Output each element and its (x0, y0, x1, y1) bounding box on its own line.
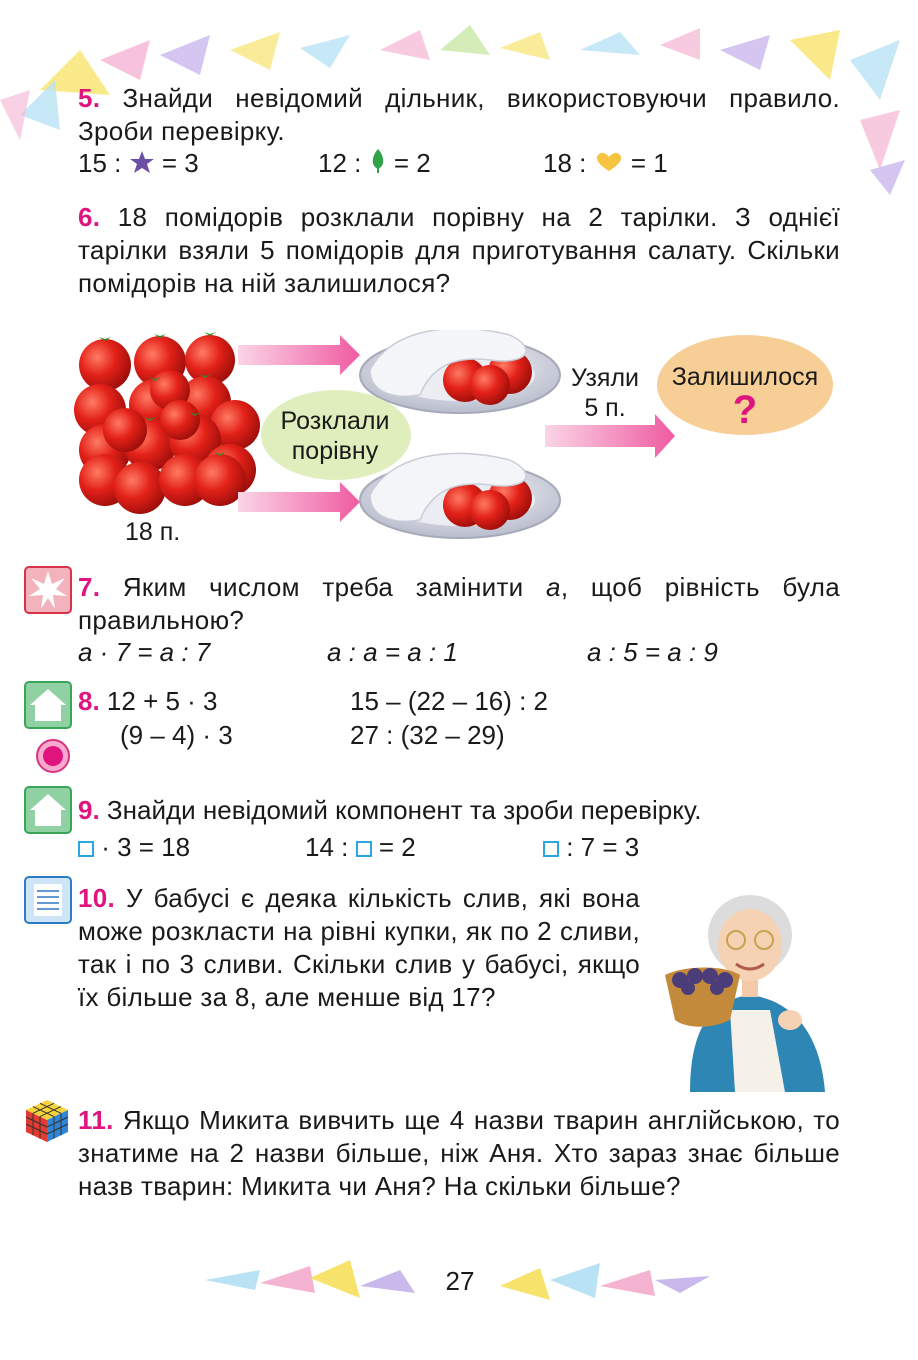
taken-label-line1: Узяли (570, 364, 640, 392)
ex8-expr2: 15 – (22 – 16) : 2 (350, 686, 549, 716)
ex5-eq1-right: = 3 (161, 148, 199, 178)
ex7-var: a (546, 572, 561, 602)
star-icon (129, 150, 155, 174)
ex5-eq1-left: 15 : (78, 148, 122, 178)
ex7-text-block (78, 571, 840, 637)
ex9-eq3 (543, 832, 639, 863)
ex7-eq1: a · 7 = a : 7 (78, 637, 211, 667)
rubik-cube-icon (24, 1098, 70, 1144)
ex10-number: 10. (78, 883, 116, 913)
ex9-text: Знайди невідомий компонент та зроби перевірку. (106, 795, 702, 825)
split-label (265, 406, 405, 466)
ex7-number: 7. (78, 572, 101, 602)
plate-top (360, 330, 560, 413)
ex5-equation-1 (78, 148, 199, 179)
ex8-number: 8. (78, 686, 100, 716)
split-label-line1: Розклали (280, 407, 390, 435)
ex5-eq2-right: = 2 (393, 148, 431, 178)
taken-label-line2: 5 п. (584, 394, 626, 422)
taken-label (560, 363, 650, 423)
ex11-text: Якщо Микита вивчить ще 4 назви тварин англійською, то знатиме на 2 назви більше, ніж Аня. Хто зараз знає більше назв тварин: Микита чи Аня? На скільки більше? (78, 1105, 840, 1201)
ex5-text: Знайди невідомий дільник, використовуючи правило. Зроби перевірку. (78, 83, 841, 146)
ex8-expr3: (9 – 4) · 3 (120, 720, 233, 750)
home-icon (24, 681, 72, 729)
ex10-text-block (78, 882, 640, 1014)
ex11-text-block (78, 1104, 840, 1203)
ex11-number: 11. (78, 1105, 114, 1135)
total-label: 18 п. (125, 518, 181, 546)
ex6-number: 6. (78, 202, 101, 232)
ex5-equation-2 (318, 148, 431, 179)
ex9-eq2-left: 14 : (305, 832, 349, 862)
ex10-text: У бабусі є деяка кількість слив, які вона може розкласти на рівні купки, як по 2 сливи, так і по 3 сливи. Скільки слив у бабусі, якщо їх більше за 8, але менше від 17? (78, 883, 640, 1012)
ex8-line1 (78, 686, 218, 717)
grandma-illustration (660, 880, 840, 1092)
ex9-number: 9. (78, 795, 100, 825)
ex7-text-before: Яким числом треба замінити (122, 572, 524, 602)
split-label-line2: порівну (291, 437, 379, 465)
ex5-equation-3 (543, 148, 668, 179)
ex5-number: 5. (78, 83, 101, 113)
ex5-eq3-left: 18 : (543, 148, 587, 178)
challenge-icon (24, 566, 72, 614)
question-mark: ? (732, 388, 758, 432)
ex9-eq1 (78, 832, 190, 863)
ex7-eq2: a : a = a : 1 (327, 637, 458, 667)
left-label: Залишилося (671, 363, 819, 391)
ex9-eq1-text: · 3 = 18 (101, 832, 191, 862)
leaf-icon (369, 148, 387, 174)
ex5-eq2-left: 12 : (318, 148, 362, 178)
ex9-eq2-right: = 2 (378, 832, 416, 862)
arrow-bottom (238, 482, 360, 522)
home-icon-2 (24, 786, 72, 834)
circle-icon (35, 738, 71, 774)
notebook-icon (24, 876, 72, 924)
ex9-eq2 (305, 832, 416, 863)
ex8-expr4: 27 : (32 – 29) (350, 720, 505, 750)
ex5-eq3-right: = 1 (630, 148, 668, 178)
ex8-expr1: 12 + 5 · 3 (106, 686, 218, 716)
heart-icon (594, 151, 624, 173)
page-number: 27 (445, 1266, 475, 1296)
ex9-eq3-text: : 7 = 3 (566, 832, 640, 862)
empty-square-icon (356, 841, 372, 857)
ex7-text-after: , щоб рівність була правильною? (78, 572, 840, 635)
ex6-text-block (78, 201, 840, 300)
ex9-text-line (78, 795, 702, 826)
ex6-text: 18 помідорів розклали порівну на 2 тарілки. З однієї тарілки взяли 5 помідорів для приготування салату. Скільки помідорів на ній залишилося? (78, 202, 840, 298)
empty-square-icon (78, 841, 94, 857)
tomato-pile (74, 332, 260, 514)
arrow-top (238, 335, 360, 375)
ex5-text-block (78, 82, 840, 148)
empty-square-icon (543, 841, 559, 857)
ex7-eq3: a : 5 = a : 9 (587, 637, 718, 667)
